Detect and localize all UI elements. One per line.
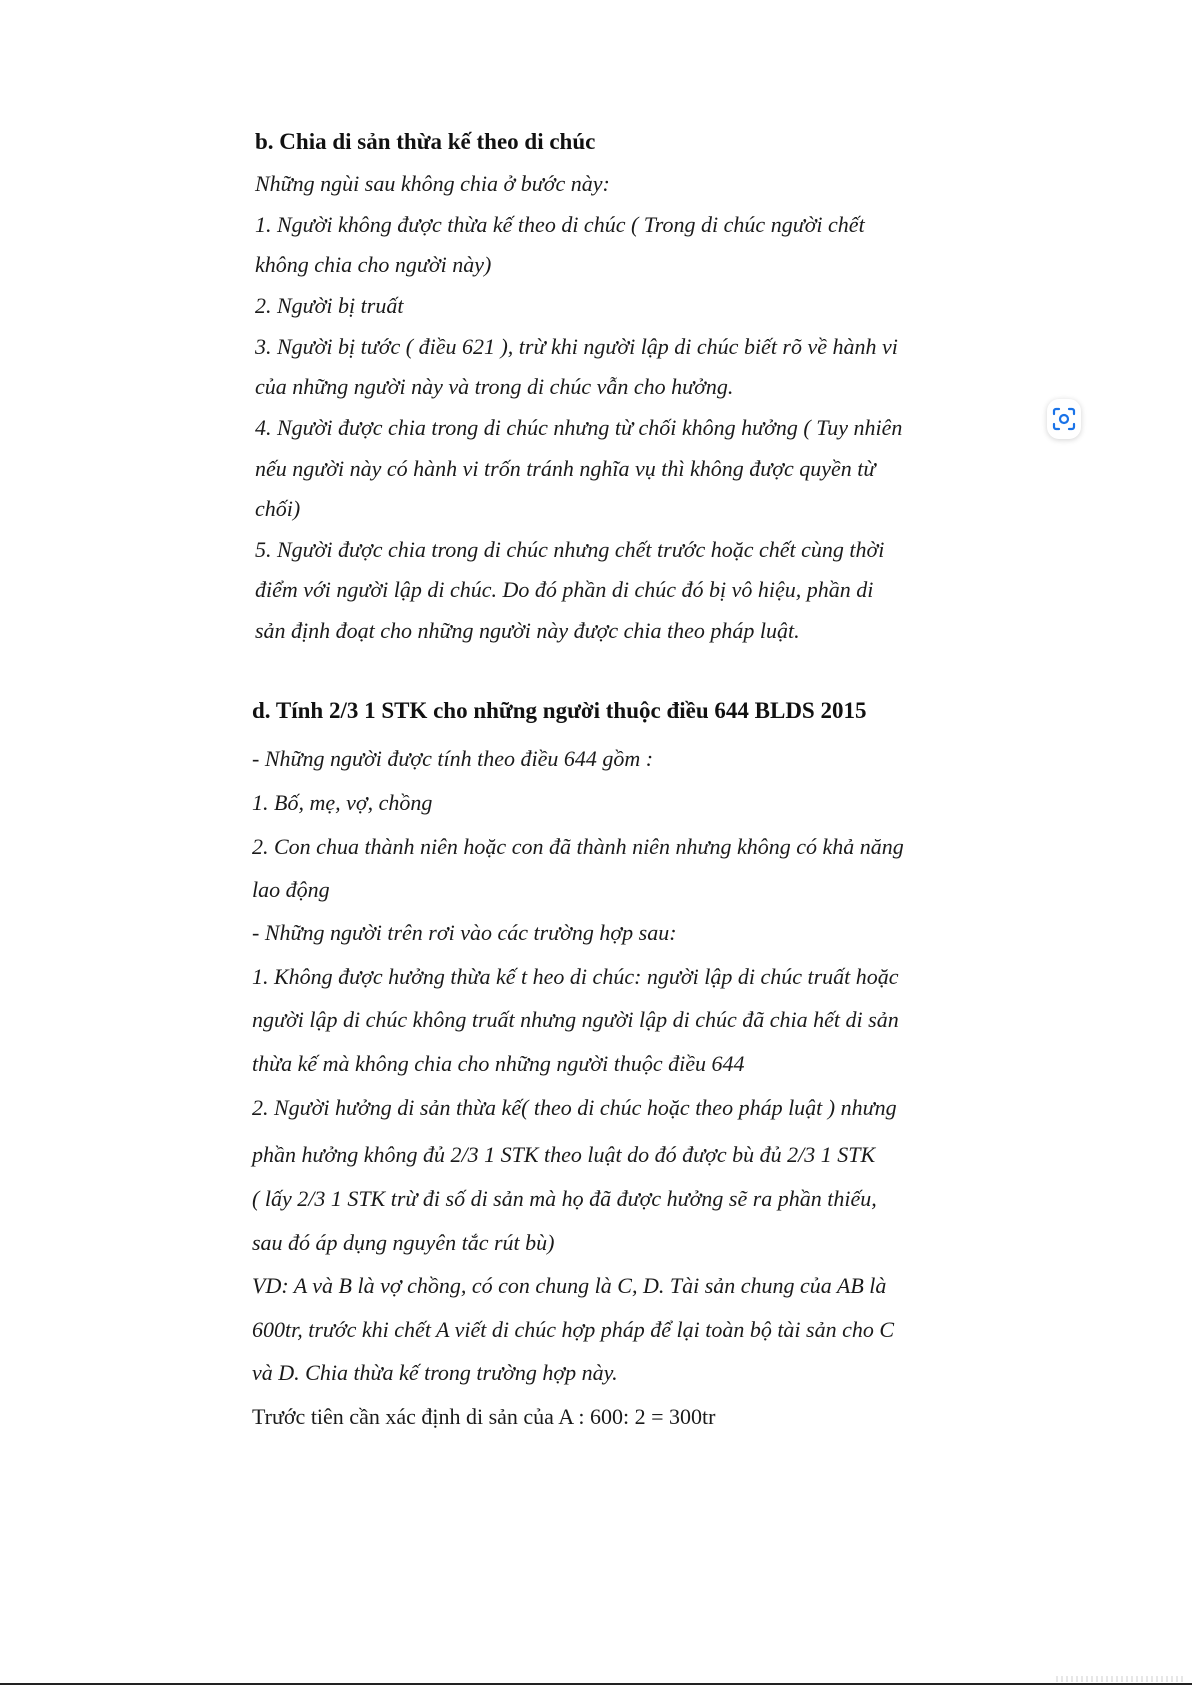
section-b-item3-line2: của những người này và trong di chúc vẫn cho hưởng. bbox=[255, 374, 734, 399]
section-b-item3-line1: 3. Người bị tước ( điều 621 ), trừ khi người lập di chúc biết rõ về hành vi bbox=[255, 334, 898, 359]
section-d-case1-line1: 1. Không được hưởng thừa kế t heo di chúc: người lập di chúc truất hoặc bbox=[252, 964, 899, 989]
section-b-item1-line2: không chia cho người này) bbox=[255, 252, 492, 277]
section-d-case2-line4: sau đó áp dụng nguyên tắc rút bù) bbox=[252, 1230, 555, 1255]
section-d-example-line3: và D. Chia thừa kế trong trường hợp này. bbox=[252, 1360, 618, 1385]
section-d-example-line2: 600tr, trước khi chết A viết di chúc hợp pháp để lại toàn bộ tài sản cho C bbox=[252, 1317, 895, 1342]
section-d-item2-line1: 2. Con chua thành niên hoặc con đã thành niên nhưng không có khả năng bbox=[252, 834, 904, 859]
section-b-intro: Những ngùi sau không chia ở bước này: bbox=[255, 171, 610, 196]
section-b-item2: 2. Người bị truất bbox=[255, 293, 404, 318]
section-b-item4-line2: nếu người này có hành vi trốn tránh nghĩa vụ thì không được quyền từ bbox=[255, 456, 876, 481]
section-d-case1-line2: người lập di chúc không truất nhưng người lập di chúc đã chia hết di sản bbox=[252, 1007, 899, 1032]
section-d-heading: d. Tính 2/3 1 STK cho những người thuộc điều 644 BLDS 2015 bbox=[252, 698, 867, 723]
scan-text-icon bbox=[1051, 406, 1077, 432]
section-d-item2-line2: lao động bbox=[252, 877, 330, 902]
section-d-example-line1: VD: A và B là vợ chồng, có con chung là C, D. Tài sản chung của AB là bbox=[252, 1273, 887, 1298]
section-b-item1-text: 1. Người không được thừa kế theo di chúc ( Trong di chúc người chết bbox=[255, 212, 865, 237]
section-d-conclusion: Trước tiên cần xác định di sản của A : 600: 2 = 300tr bbox=[252, 1404, 716, 1429]
section-d-intro: - Những người được tính theo điều 644 gồm : bbox=[252, 746, 654, 771]
section-b-heading: b. Chia di sản thừa kế theo di chúc bbox=[255, 129, 596, 154]
bottom-edge-artifact bbox=[1056, 1676, 1186, 1682]
section-b-item5-line2: điểm với người lập di chúc. Do đó phần di chúc đó bị vô hiệu, phần di bbox=[255, 577, 874, 602]
section-d-cases-intro: - Những người trên rơi vào các trường hợp sau: bbox=[252, 920, 677, 945]
section-b-item4-line3: chối) bbox=[255, 496, 301, 521]
section-d-case2-line3: ( lấy 2/3 1 STK trừ đi số di sản mà họ đã được hưởng sẽ ra phần thiếu, bbox=[252, 1186, 877, 1211]
section-d-item1: 1. Bố, mẹ, vợ, chồng bbox=[252, 790, 433, 815]
section-d-case1-line3: thừa kế mà không chia cho những người thuộc điều 644 bbox=[252, 1051, 745, 1076]
section-b-item1-line1 bbox=[255, 211, 960, 239]
section-b-item5-line3: sản định đoạt cho những người này được chia theo pháp luật. bbox=[255, 618, 800, 643]
section-b-item5-line1: 5. Người được chia trong di chúc nhưng chết trước hoặc chết cùng thời bbox=[255, 537, 885, 562]
section-d-case2-line2: phần hưởng không đủ 2/3 1 STK theo luật do đó được bù đủ 2/3 1 STK bbox=[252, 1142, 876, 1167]
scan-text-button[interactable] bbox=[1047, 399, 1081, 439]
section-d-case2-line1: 2. Người hưởng di sản thừa kế( theo di chúc hoặc theo pháp luật ) nhưng bbox=[252, 1095, 897, 1120]
section-b-item4-line1: 4. Người được chia trong di chúc nhưng từ chối không hưởng ( Tuy nhiên bbox=[255, 415, 903, 440]
